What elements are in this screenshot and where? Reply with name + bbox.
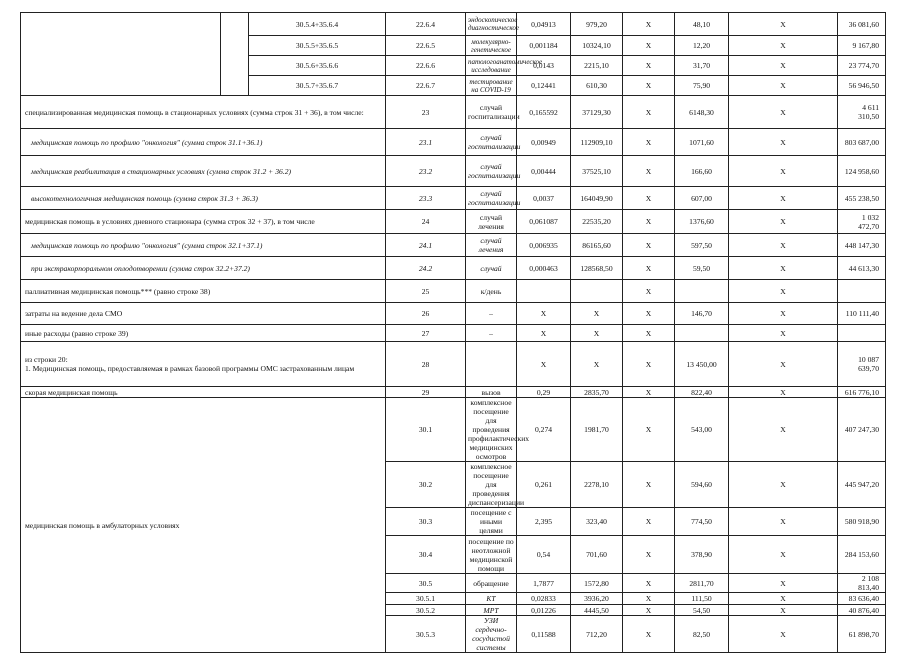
row-number: 30.5.2 xyxy=(386,605,466,616)
row-number: 23 xyxy=(386,96,466,129)
table-row xyxy=(21,156,886,187)
x-cell: X xyxy=(729,76,838,96)
cost-cell: 112909,10 xyxy=(571,129,623,156)
row-label: скорая медицинская помощь xyxy=(21,387,386,398)
table-row xyxy=(21,398,886,462)
sum-cell: 445 947,20 xyxy=(838,462,886,508)
unit-cell: МРТ xyxy=(466,605,517,616)
row-number: 25 xyxy=(386,280,466,303)
unit-cell: – xyxy=(466,303,517,325)
sum-cell: 23 774,70 xyxy=(838,56,886,76)
norm-cell: 0,00444 xyxy=(517,156,571,187)
cost-cell: 164049,90 xyxy=(571,187,623,210)
cost-cell: 2278,10 xyxy=(571,462,623,508)
per-capita-cell: 774,50 xyxy=(675,508,729,536)
row-number: 30.5.3 xyxy=(386,616,466,653)
cost-cell: 712,20 xyxy=(571,616,623,653)
norm-cell: 0,006935 xyxy=(517,234,571,257)
x-cell: X xyxy=(623,616,675,653)
unit-cell: к/день xyxy=(466,280,517,303)
cost-cell: 3936,20 xyxy=(571,593,623,605)
cost-cell: 86165,60 xyxy=(571,234,623,257)
sum-cell: 803 687,00 xyxy=(838,129,886,156)
x-cell: X xyxy=(623,56,675,76)
row-number: 26 xyxy=(386,303,466,325)
sum-cell: 4 611 310,50 xyxy=(838,96,886,129)
row-number: 30.3 xyxy=(386,508,466,536)
norm-cell: 2,395 xyxy=(517,508,571,536)
x-cell: X xyxy=(729,616,838,653)
x-cell: X xyxy=(729,593,838,605)
per-capita-cell: 54,50 xyxy=(675,605,729,616)
x-cell: X xyxy=(729,462,838,508)
table-row xyxy=(21,257,886,280)
table-row xyxy=(21,187,886,210)
table-row xyxy=(21,210,886,234)
sum-cell: 616 776,10 xyxy=(838,387,886,398)
unit-cell: случай госпитализации xyxy=(466,156,517,187)
norm-cell: 0,165592 xyxy=(517,96,571,129)
cost-cell: 128568,50 xyxy=(571,257,623,280)
table-row xyxy=(21,280,886,303)
x-cell: X xyxy=(623,325,675,342)
unit-cell: случай госпитализации xyxy=(466,96,517,129)
x-cell: X xyxy=(729,508,838,536)
norm-cell: 0,01226 xyxy=(517,605,571,616)
sum-cell: 36 081,60 xyxy=(838,13,886,36)
norm-cell: 0,000463 xyxy=(517,257,571,280)
x-cell: X xyxy=(729,536,838,574)
sum-cell: 284 153,60 xyxy=(838,536,886,574)
blank-cell xyxy=(221,13,249,96)
x-cell: X xyxy=(729,56,838,76)
x-cell: X xyxy=(623,234,675,257)
row-number: 30.1 xyxy=(386,398,466,462)
x-cell: X xyxy=(623,574,675,593)
per-capita-cell: 597,50 xyxy=(675,234,729,257)
x-cell: X xyxy=(729,325,838,342)
sum-cell: 124 958,60 xyxy=(838,156,886,187)
cost-cell: 1572,80 xyxy=(571,574,623,593)
cost-cell: 979,20 xyxy=(571,13,623,36)
per-capita-cell: 1071,60 xyxy=(675,129,729,156)
x-cell: X xyxy=(623,96,675,129)
norm-cell: 0,061087 xyxy=(517,210,571,234)
cost-cell: 4445,50 xyxy=(571,605,623,616)
sum-cell xyxy=(838,325,886,342)
blank-cell xyxy=(21,13,221,96)
sum-cell: 61 898,70 xyxy=(838,616,886,653)
x-cell: X xyxy=(729,574,838,593)
row-number: 27 xyxy=(386,325,466,342)
unit-cell: УЗИ сердечно-сосудистой системы xyxy=(466,616,517,653)
row-number: 30.5 xyxy=(386,574,466,593)
x-cell: X xyxy=(729,96,838,129)
x-cell: X xyxy=(729,303,838,325)
x-cell: X xyxy=(729,342,838,387)
row-label: иные расходы (равно строке 39) xyxy=(21,325,386,342)
norm-cell: X xyxy=(517,303,571,325)
code-cell: 30.5.5+35.6.5 xyxy=(249,36,386,56)
sum-cell xyxy=(838,280,886,303)
row-label: высокотехнологичная медицинская помощь (сумма строк 31.3 + 36.3) xyxy=(21,187,386,210)
unit-cell: случай лечения xyxy=(466,210,517,234)
x-cell: X xyxy=(623,593,675,605)
unit-cell: посещение по неотложной медицинской помощи xyxy=(466,536,517,574)
cost-cell: X xyxy=(571,325,623,342)
x-cell: X xyxy=(623,398,675,462)
row-number: 22.6.4 xyxy=(386,13,466,36)
x-cell: X xyxy=(623,210,675,234)
x-cell: X xyxy=(623,156,675,187)
per-capita-cell: 2811,70 xyxy=(675,574,729,593)
table-row xyxy=(21,325,886,342)
sum-cell: 83 636,40 xyxy=(838,593,886,605)
x-cell: X xyxy=(729,13,838,36)
norm-cell: 0,02833 xyxy=(517,593,571,605)
unit-cell: случай госпитализации xyxy=(466,129,517,156)
x-cell: X xyxy=(623,387,675,398)
norm-cell: 0,261 xyxy=(517,462,571,508)
cost-cell: 701,60 xyxy=(571,536,623,574)
row-label: медицинская реабилитация в стационарных условиях (сумма строк 31.2 + 36.2) xyxy=(21,156,386,187)
sum-cell: 40 876,40 xyxy=(838,605,886,616)
per-capita-cell: 6148,30 xyxy=(675,96,729,129)
x-cell: X xyxy=(623,36,675,56)
table-row xyxy=(21,303,886,325)
row-number: 24 xyxy=(386,210,466,234)
row-label: медицинская помощь в условиях дневного стационара (сумма строк 32 + 37), в том числе xyxy=(21,210,386,234)
financing-table xyxy=(20,12,886,653)
sum-cell: 580 918,90 xyxy=(838,508,886,536)
cost-cell: 2215,10 xyxy=(571,56,623,76)
cost-cell: X xyxy=(571,342,623,387)
row-number: 22.6.6 xyxy=(386,56,466,76)
per-capita-cell: 12,20 xyxy=(675,36,729,56)
norm-cell: 0,04913 xyxy=(517,13,571,36)
row-number: 23.3 xyxy=(386,187,466,210)
per-capita-cell: 146,70 xyxy=(675,303,729,325)
x-cell: X xyxy=(623,536,675,574)
table-row xyxy=(21,387,886,398)
table-row xyxy=(21,234,886,257)
norm-cell: 0,274 xyxy=(517,398,571,462)
cost-cell: X xyxy=(571,303,623,325)
norm-cell: 0,29 xyxy=(517,387,571,398)
cost-cell: 610,30 xyxy=(571,76,623,96)
row-number: 28 xyxy=(386,342,466,387)
per-capita-cell xyxy=(675,280,729,303)
row-number: 30.4 xyxy=(386,536,466,574)
norm-cell: 0,0037 xyxy=(517,187,571,210)
per-capita-cell: 59,50 xyxy=(675,257,729,280)
row-number: 29 xyxy=(386,387,466,398)
cost-cell: 2835,70 xyxy=(571,387,623,398)
cost-cell: 37129,30 xyxy=(571,96,623,129)
unit-cell: комплексное посещение для проведения профилактических медицинских осмотров xyxy=(466,398,517,462)
row-label: медицинская помощь по профилю "онкология" (сумма строк 32.1+37.1) xyxy=(21,234,386,257)
row-number: 23.1 xyxy=(386,129,466,156)
row-number: 30.2 xyxy=(386,462,466,508)
x-cell: X xyxy=(623,257,675,280)
per-capita-cell: 75,90 xyxy=(675,76,729,96)
unit-cell: молекулярно-генетическое xyxy=(466,36,517,56)
cost-cell: 37525,10 xyxy=(571,156,623,187)
unit-cell xyxy=(466,342,517,387)
x-cell: X xyxy=(623,129,675,156)
sum-cell: 110 111,40 xyxy=(838,303,886,325)
per-capita-cell: 378,90 xyxy=(675,536,729,574)
x-cell: X xyxy=(729,156,838,187)
x-cell: X xyxy=(729,210,838,234)
sum-cell: 2 108 813,40 xyxy=(838,574,886,593)
row-label: из строки 20: 1. Медицинская помощь, предоставляемая в рамках базовой программы ОМС застрахованным лицам xyxy=(21,342,386,387)
x-cell: X xyxy=(623,13,675,36)
x-cell: X xyxy=(623,280,675,303)
norm-cell: 0,54 xyxy=(517,536,571,574)
code-cell: 30.5.7+35.6.7 xyxy=(249,76,386,96)
per-capita-cell: 166,60 xyxy=(675,156,729,187)
sum-cell: 44 613,30 xyxy=(838,257,886,280)
x-cell: X xyxy=(623,303,675,325)
per-capita-cell: 594,60 xyxy=(675,462,729,508)
table-row xyxy=(21,96,886,129)
row-number: 22.6.5 xyxy=(386,36,466,56)
norm-cell: 0,0143 xyxy=(517,56,571,76)
cost-cell xyxy=(571,280,623,303)
sum-cell: 10 087 639,70 xyxy=(838,342,886,387)
row-number: 24.1 xyxy=(386,234,466,257)
table-row xyxy=(21,342,886,387)
per-capita-cell: 48,10 xyxy=(675,13,729,36)
sum-cell: 407 247,30 xyxy=(838,398,886,462)
x-cell: X xyxy=(729,387,838,398)
row-number: 22.6.7 xyxy=(386,76,466,96)
per-capita-cell: 82,50 xyxy=(675,616,729,653)
per-capita-cell: 13 450,00 xyxy=(675,342,729,387)
row-label: специализированная медицинская помощь в стационарных условиях (сумма строк 31 + 36), в том числе: xyxy=(21,96,386,129)
row-label: затраты на ведение дела СМО xyxy=(21,303,386,325)
unit-cell: случай лечения xyxy=(466,234,517,257)
unit-cell: обращение xyxy=(466,574,517,593)
x-cell: X xyxy=(729,234,838,257)
x-cell: X xyxy=(729,257,838,280)
per-capita-cell: 1376,60 xyxy=(675,210,729,234)
x-cell: X xyxy=(623,342,675,387)
cost-cell: 10324,10 xyxy=(571,36,623,56)
sum-cell: 1 032 472,70 xyxy=(838,210,886,234)
x-cell: X xyxy=(623,187,675,210)
row-number: 24.2 xyxy=(386,257,466,280)
norm-cell: 0,001184 xyxy=(517,36,571,56)
x-cell: X xyxy=(623,605,675,616)
x-cell: X xyxy=(729,187,838,210)
norm-cell: 0,11588 xyxy=(517,616,571,653)
row-number: 23.2 xyxy=(386,156,466,187)
table-row xyxy=(21,129,886,156)
unit-cell: случай xyxy=(466,257,517,280)
sum-cell: 56 946,50 xyxy=(838,76,886,96)
cost-cell: 323,40 xyxy=(571,508,623,536)
x-cell: X xyxy=(729,36,838,56)
per-capita-cell: 111,50 xyxy=(675,593,729,605)
x-cell: X xyxy=(729,129,838,156)
norm-cell: 0,12441 xyxy=(517,76,571,96)
x-cell: X xyxy=(729,605,838,616)
x-cell: X xyxy=(623,508,675,536)
per-capita-cell: 31,70 xyxy=(675,56,729,76)
x-cell: X xyxy=(623,462,675,508)
unit-cell: вызов xyxy=(466,387,517,398)
x-cell: X xyxy=(623,76,675,96)
sum-cell: 448 147,30 xyxy=(838,234,886,257)
unit-cell: случай госпитализации xyxy=(466,187,517,210)
unit-cell: посещение с иными целями xyxy=(466,508,517,536)
row-number: 30.5.1 xyxy=(386,593,466,605)
cost-cell: 1981,70 xyxy=(571,398,623,462)
unit-cell: патологоанатомическое исследование xyxy=(466,56,517,76)
sum-cell: 9 167,80 xyxy=(838,36,886,56)
row-label: медицинская помощь в амбулаторных условиях xyxy=(21,398,386,653)
x-cell: X xyxy=(729,398,838,462)
table-row xyxy=(21,13,886,36)
unit-cell: – xyxy=(466,325,517,342)
norm-cell: X xyxy=(517,342,571,387)
code-cell: 30.5.6+35.6.6 xyxy=(249,56,386,76)
per-capita-cell: 543,00 xyxy=(675,398,729,462)
norm-cell: X xyxy=(517,325,571,342)
x-cell: X xyxy=(729,280,838,303)
unit-cell: тестирование на COVID-19 xyxy=(466,76,517,96)
cost-cell: 22535,20 xyxy=(571,210,623,234)
row-label: медицинская помощь по профилю "онкология" (сумма строк 31.1+36.1) xyxy=(21,129,386,156)
unit-cell: КТ xyxy=(466,593,517,605)
row-label: паллиативная медицинская помощь*** (равно строке 38) xyxy=(21,280,386,303)
unit-cell: эндоскопическое диагностическое xyxy=(466,13,517,36)
unit-cell: комплексное посещение для проведения диспансеризации xyxy=(466,462,517,508)
code-cell: 30.5.4+35.6.4 xyxy=(249,13,386,36)
row-label: при экстракорпоральном оплодотворении (сумма строк 32.2+37.2) xyxy=(21,257,386,280)
per-capita-cell: 822,40 xyxy=(675,387,729,398)
norm-cell: 1,7877 xyxy=(517,574,571,593)
norm-cell xyxy=(517,280,571,303)
sum-cell: 455 238,50 xyxy=(838,187,886,210)
per-capita-cell xyxy=(675,325,729,342)
per-capita-cell: 607,00 xyxy=(675,187,729,210)
norm-cell: 0,00949 xyxy=(517,129,571,156)
